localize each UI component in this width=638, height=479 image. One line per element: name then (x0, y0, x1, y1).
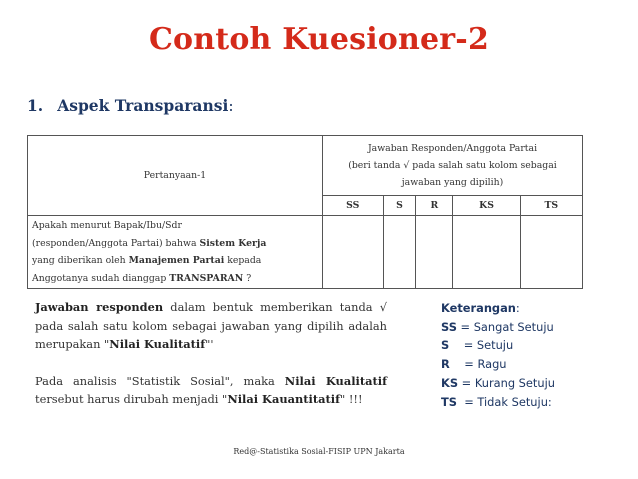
statement-manajemen-partai: Manajemen Partai (128, 255, 225, 266)
statement-transparan: TRANSPARAN (169, 272, 244, 284)
explanation-p1-end: "' (205, 337, 214, 351)
legend-key: SS (441, 319, 457, 334)
option-r: R (416, 196, 453, 216)
legend-heading-colon: : (515, 301, 520, 315)
legend-item-ss (441, 318, 555, 337)
legend-sep: = (456, 319, 474, 334)
statement-line-3: yang diberikan oleh (32, 255, 129, 266)
option-ts: TS (520, 196, 582, 216)
legend-key: KS (441, 375, 459, 390)
section-name: Aspek Transparansi (57, 96, 229, 115)
explanation-p2-end: " !!! (340, 392, 363, 406)
answer-header-line1: Jawaban Responden/Anggota Partai (367, 143, 538, 154)
questionnaire-table (27, 135, 583, 289)
answer-cell-r[interactable] (416, 216, 453, 289)
legend-sep: = (449, 357, 478, 372)
statement-line-4-end: ? (243, 272, 252, 284)
legend-value: Sangat Setuju (473, 319, 554, 334)
legend-item-ts (441, 393, 555, 412)
section-heading (27, 96, 234, 115)
answer-cell-ss[interactable] (323, 216, 384, 289)
explanation-text (35, 298, 387, 409)
legend-key: S (441, 338, 450, 353)
legend-value: Kurang Setuju (474, 375, 555, 390)
question-header: Pertanyaan-1 (28, 136, 323, 216)
section-number: 1. (27, 96, 44, 115)
legend-value: Tidak Setuju: (477, 394, 552, 409)
explanation-nilai-kualitatif-2: Nilai Kualitatif (284, 373, 387, 388)
explanation-nilai-kauantitatif: Nilai Kauantitatif (227, 392, 340, 406)
question-statement (28, 216, 323, 289)
answer-cell-ts[interactable] (520, 216, 582, 289)
footer-credit: Red@-Statistika Sosial-FISIP UPN Jakarta (233, 447, 405, 456)
legend-sep: = (449, 338, 477, 353)
legend-value: Ragu (477, 357, 507, 372)
answer-cell-s[interactable] (383, 216, 416, 289)
explanation-paragraph-2 (35, 372, 387, 409)
statement-line-2: (responden/Anggota Partai) bahwa (32, 237, 200, 249)
legend (441, 299, 555, 411)
option-s: S (383, 196, 416, 216)
legend-key: R (441, 357, 450, 372)
option-ss: SS (323, 196, 384, 216)
legend-sep: = (458, 375, 475, 390)
explanation-p1-text: dalam bentuk memberikan tanda √ pada salah satu kolom sebagai jawaban yang dipilih adalah merupakan " (35, 300, 388, 351)
statement-sistem-kerja: Sistem Kerja (199, 237, 267, 249)
section-colon: : (228, 97, 234, 115)
explanation-p2-middle: tersebut harus dirubah menjadi " (35, 392, 228, 406)
legend-item-ks (441, 374, 555, 393)
legend-sep: = (456, 394, 478, 409)
legend-item-s (441, 336, 555, 355)
answer-header (323, 136, 583, 196)
answer-header-line3: jawaban yang dipilih) (401, 177, 504, 188)
answer-header-line2: (beri tanda √ pada salah satu kolom sebagai (348, 160, 557, 171)
legend-heading (441, 299, 555, 318)
legend-heading-text: Keterangan (441, 301, 516, 315)
explanation-nilai-kualitatif: Nilai Kualitatif (109, 337, 206, 351)
statement-line-1: Apakah menurut Bapak/Ibu/Sdr (32, 220, 182, 231)
statement-line-3-end: kepada (224, 255, 262, 266)
slide-title: Contoh Kuesioner-2 (148, 22, 490, 57)
option-ks: KS (453, 196, 520, 216)
explanation-p2-text: Pada analisis "Statistik Sosial", maka (35, 373, 285, 388)
legend-value: Setuju (476, 338, 514, 353)
answer-cell-ks[interactable] (453, 216, 520, 289)
explanation-jawaban-responden: Jawaban responden (35, 300, 164, 314)
explanation-paragraph-1 (35, 298, 387, 354)
statement-line-4: Anggotanya sudah dianggap (32, 272, 170, 284)
legend-item-r (441, 355, 555, 374)
legend-key: TS (441, 394, 457, 409)
